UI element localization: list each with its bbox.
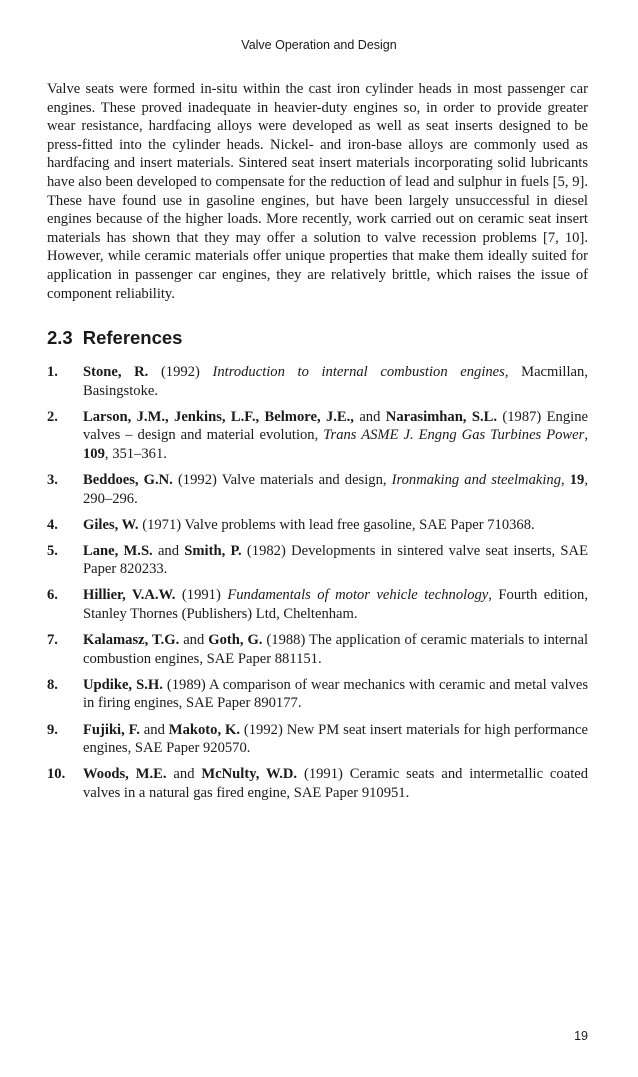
reference-item [47, 586, 588, 623]
reference-author: Hillier, V.A.W. [83, 587, 176, 604]
reference-item [47, 516, 588, 535]
reference-text: , 290–296. [83, 471, 588, 507]
reference-text: , Fourth edition, Stanley Thornes (Publishers) Ltd, Cheltenham. [83, 587, 588, 623]
reference-author: 19 [569, 471, 585, 488]
reference-text: (1971) Valve problems with lead free gasoline, SAE Paper 710368. [138, 516, 535, 533]
reference-number: 1. [47, 364, 58, 380]
reference-text: (1992) Valve materials and design, [172, 471, 392, 488]
reference-title: Ironmaking and steelmaking [391, 471, 561, 488]
reference-text: , [584, 427, 588, 444]
reference-text: , [561, 471, 570, 488]
reference-text: (1987) Engine valves – design and material evolution, [83, 408, 588, 444]
reference-author: Kalamasz, T.G. [83, 632, 180, 649]
reference-number: 7. [47, 632, 58, 649]
reference-number: 3. [47, 471, 58, 488]
reference-author: Lane, M.S. [83, 542, 153, 559]
reference-list [47, 363, 588, 810]
page-number: 19 [574, 1029, 588, 1043]
reference-author: Makoto, K. [168, 721, 240, 738]
reference-author: McNulty, W.D. [201, 766, 298, 783]
reference-text: and [152, 542, 185, 559]
reference-number: 2. [47, 408, 58, 425]
reference-author: Larson, J.M., Jenkins, L.F., Belmore, J.E., [83, 408, 354, 425]
reference-title: Trans ASME J. Engng Gas Turbines Power [323, 427, 585, 444]
reference-author: Updike, S.H. [83, 676, 163, 693]
reference-author: Beddoes, G.N. [83, 471, 173, 488]
section-number: 2.3 [47, 327, 73, 348]
reference-text: and [179, 632, 209, 649]
reference-item [47, 676, 588, 713]
reference-author: Fujiki, F. [83, 721, 140, 738]
reference-item [47, 408, 588, 464]
reference-author: 109 [83, 445, 105, 462]
reference-author: Narasimhan, S.L. [385, 408, 497, 425]
reference-text: (1992) [148, 364, 213, 380]
reference-item [47, 631, 588, 668]
reference-text: and [139, 721, 169, 738]
reference-number: 8. [47, 676, 58, 693]
reference-item [47, 363, 588, 400]
reference-text: (1982) Developments in sintered valve seat inserts, SAE Paper 820233. [83, 542, 588, 578]
reference-title: Fundamentals of motor vehicle technology [227, 587, 489, 604]
reference-text: (1991) Ceramic seats and intermetallic coated valves in a natural gas fired engine, SAE Paper 910951. [83, 766, 589, 801]
body-paragraph: Valve seats were formed in-situ within the cast iron cylinder heads in most passenger car engines. These proved inadequate in heavier-duty engines so, in order to provide greater wear resistance, hardfacing alloys were developed as well as seat inserts designed to be press-fitted into the cylinder heads. Nickel- and iron-base alloys are commonly used as hardfacing and insert materials. Sintered seat insert materials incorporating solid lubricants have also been developed to compensate for the reduction of lead and sulphur in fuels [5, 9]. These have found use in gasoline engines, but have been largely unsuccessful in diesel engines because of the higher loads. More recently, work carried out on ceramic seat insert materials has shown that they may offer a solution to valve recession problems [7, 10]. However, while ceramic materials offer unique properties that make them ideally suited for application in passenger car engines, they are relatively brittle, which raises the issue of component reliability. [47, 81, 588, 302]
running-head: Valve Operation and Design [241, 38, 397, 52]
reference-number: 4. [47, 516, 58, 533]
reference-number: 6. [47, 587, 58, 604]
section-title: References [82, 327, 183, 348]
reference-number: 9. [47, 721, 58, 738]
reference-text: , Macmillan, Basingstoke. [83, 364, 588, 399]
section-heading [47, 327, 182, 349]
reference-item [47, 542, 588, 579]
reference-author: Goth, G. [208, 632, 263, 649]
reference-title: Introduction to internal combustion engines [212, 364, 505, 380]
reference-item [47, 471, 588, 508]
reference-text: , 351–361. [104, 445, 167, 462]
reference-text: (1992) New PM seat insert materials for high performance engines, SAE Paper 920570. [83, 721, 588, 757]
reference-item [47, 721, 588, 758]
reference-text: (1988) The application of ceramic materials to internal combustion engines, SAE Paper 881151. [83, 632, 588, 667]
reference-author: Woods, M.E. [83, 766, 167, 783]
reference-text: and [353, 408, 386, 425]
reference-item [47, 765, 588, 802]
reference-author: Giles, W. [83, 516, 139, 533]
reference-author: Stone, R. [83, 364, 149, 380]
reference-text: (1991) [175, 587, 228, 604]
reference-author: Smith, P. [184, 542, 242, 559]
reference-number: 5. [47, 542, 58, 559]
reference-number: 10. [47, 766, 66, 783]
reference-text: and [166, 766, 202, 783]
reference-text: (1989) A comparison of wear mechanics with ceramic and metal valves in firing engines, SAE Paper 890177. [83, 676, 589, 712]
